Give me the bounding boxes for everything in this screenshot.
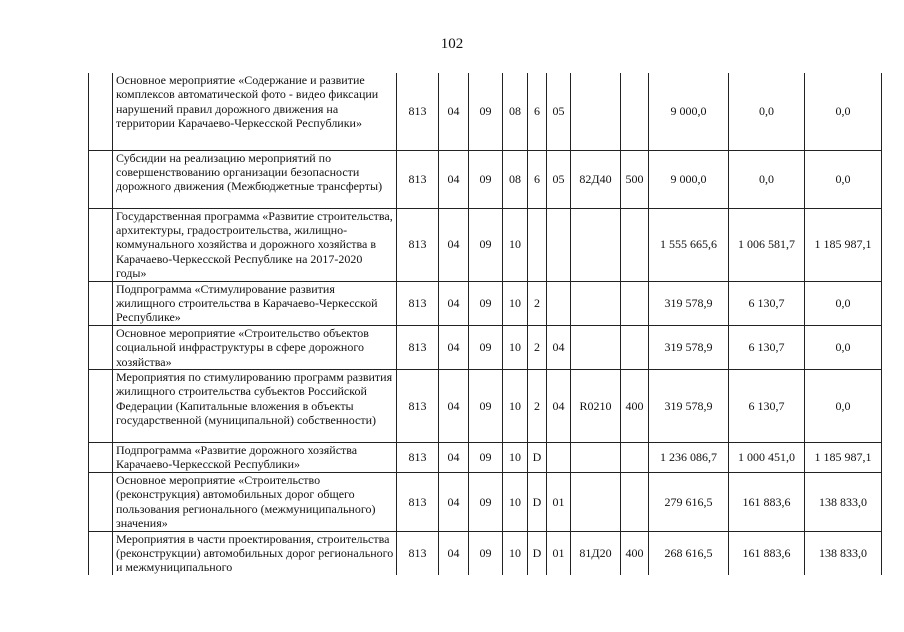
row-number-cell	[89, 442, 113, 472]
subsection-code-cell: 09	[469, 281, 503, 325]
amount-year-2-cell: 6 130,7	[729, 369, 805, 442]
subsection-code-cell: 09	[469, 208, 503, 281]
amount-year-1-cell: 9 000,0	[649, 73, 729, 150]
ministry-code-cell: 813	[397, 208, 439, 281]
amount-year-1-cell: 268 616,5	[649, 531, 729, 575]
direction-code-cell	[571, 73, 621, 150]
subsection-code-cell: 09	[469, 472, 503, 531]
section-code-cell: 04	[439, 442, 469, 472]
ministry-code-cell: 813	[397, 73, 439, 150]
amount-year-2-cell: 161 883,6	[729, 531, 805, 575]
section-code-cell: 04	[439, 73, 469, 150]
table-row	[89, 325, 882, 369]
direction-code-cell	[571, 281, 621, 325]
amount-year-1-cell: 319 578,9	[649, 281, 729, 325]
row-number-cell	[89, 531, 113, 575]
expense-type-code-cell	[621, 442, 649, 472]
expense-type-code-cell: 400	[621, 531, 649, 575]
table-row	[89, 369, 882, 442]
activity-code-cell	[547, 281, 571, 325]
expense-type-code-cell	[621, 208, 649, 281]
amount-year-3-cell: 0,0	[805, 73, 882, 150]
section-code-cell: 04	[439, 208, 469, 281]
section-code-cell: 04	[439, 281, 469, 325]
ministry-code-cell: 813	[397, 531, 439, 575]
amount-year-1-cell: 319 578,9	[649, 369, 729, 442]
table-body	[89, 73, 882, 575]
direction-code-cell: 81Д20	[571, 531, 621, 575]
ministry-code-cell: 813	[397, 150, 439, 208]
section-code-cell: 04	[439, 150, 469, 208]
direction-code-cell	[571, 442, 621, 472]
table-row	[89, 472, 882, 531]
row-number-cell	[89, 281, 113, 325]
subprogram-code-cell: 2	[528, 281, 547, 325]
subsection-code-cell: 09	[469, 150, 503, 208]
amount-year-2-cell: 1 006 581,7	[729, 208, 805, 281]
section-code-cell: 04	[439, 369, 469, 442]
activity-code-cell: 01	[547, 531, 571, 575]
program-code-cell: 10	[503, 281, 528, 325]
ministry-code-cell: 813	[397, 325, 439, 369]
row-number-cell	[89, 208, 113, 281]
program-code-cell: 10	[503, 472, 528, 531]
subprogram-code-cell: D	[528, 531, 547, 575]
table-row	[89, 442, 882, 472]
program-code-cell: 08	[503, 150, 528, 208]
direction-code-cell	[571, 208, 621, 281]
row-number-cell	[89, 150, 113, 208]
program-code-cell: 08	[503, 73, 528, 150]
expense-type-code-cell	[621, 325, 649, 369]
section-code-cell: 04	[439, 531, 469, 575]
amount-year-2-cell: 6 130,7	[729, 281, 805, 325]
row-number-cell	[89, 325, 113, 369]
program-code-cell: 10	[503, 442, 528, 472]
table-row	[89, 531, 882, 575]
subprogram-code-cell: 2	[528, 325, 547, 369]
expense-type-code-cell	[621, 73, 649, 150]
budget-table-wrap	[88, 73, 882, 575]
ministry-code-cell: 813	[397, 442, 439, 472]
amount-year-3-cell: 1 185 987,1	[805, 208, 882, 281]
expense-type-code-cell: 500	[621, 150, 649, 208]
amount-year-1-cell: 1 555 665,6	[649, 208, 729, 281]
ministry-code-cell: 813	[397, 281, 439, 325]
activity-code-cell: 05	[547, 73, 571, 150]
table-row	[89, 150, 882, 208]
row-number-cell	[89, 472, 113, 531]
subprogram-code-cell: 2	[528, 369, 547, 442]
direction-code-cell	[571, 472, 621, 531]
activity-code-cell: 04	[547, 369, 571, 442]
amount-year-3-cell: 0,0	[805, 150, 882, 208]
budget-table	[88, 73, 882, 575]
section-code-cell: 04	[439, 325, 469, 369]
amount-year-3-cell: 138 833,0	[805, 531, 882, 575]
expense-type-code-cell	[621, 281, 649, 325]
item-name-cell: Основное мероприятие «Строительство объектов социальной инфраструктуры в сфере дорожного хозяйства»	[113, 325, 397, 369]
direction-code-cell: R0210	[571, 369, 621, 442]
program-code-cell: 10	[503, 325, 528, 369]
amount-year-1-cell: 9 000,0	[649, 150, 729, 208]
activity-code-cell	[547, 442, 571, 472]
amount-year-3-cell: 138 833,0	[805, 472, 882, 531]
amount-year-2-cell: 0,0	[729, 150, 805, 208]
activity-code-cell: 04	[547, 325, 571, 369]
amount-year-1-cell: 1 236 086,7	[649, 442, 729, 472]
program-code-cell: 10	[503, 208, 528, 281]
section-code-cell: 04	[439, 472, 469, 531]
ministry-code-cell: 813	[397, 369, 439, 442]
amount-year-3-cell: 0,0	[805, 369, 882, 442]
direction-code-cell	[571, 325, 621, 369]
amount-year-3-cell: 0,0	[805, 325, 882, 369]
item-name-cell: Основное мероприятие «Содержание и развитие комплексов автоматической фото - видео фиксации нарушений правил дорожного движения на территории Карачаево-Черкесской Республики»	[113, 73, 397, 150]
subsection-code-cell: 09	[469, 442, 503, 472]
subprogram-code-cell: 6	[528, 73, 547, 150]
item-name-cell: Основное мероприятие «Строительство (реконструкция) автомобильных дорог общего пользования регионального (межмуниципального) значения»	[113, 472, 397, 531]
amount-year-2-cell: 6 130,7	[729, 325, 805, 369]
item-name-cell: Мероприятия в части проектирования, строительства (реконструкции) автомобильных дорог регионального и межмуниципального	[113, 531, 397, 575]
activity-code-cell: 05	[547, 150, 571, 208]
row-number-cell	[89, 369, 113, 442]
row-number-cell	[89, 73, 113, 150]
subsection-code-cell: 09	[469, 73, 503, 150]
table-row	[89, 208, 882, 281]
item-name-cell: Государственная программа «Развитие строительства, архитектуры, градостроительства, жилищно-коммунального хозяйства и дорожного хозяйства в Карачаево-Черкесской Республике на 2017-2020 годы»	[113, 208, 397, 281]
subprogram-code-cell: 6	[528, 150, 547, 208]
item-name-cell: Субсидии на реализацию мероприятий по совершенствованию организации безопасности дорожного движения (Межбюджетные трансферты)	[113, 150, 397, 208]
direction-code-cell: 82Д40	[571, 150, 621, 208]
table-row	[89, 73, 882, 150]
page-number: 102	[440, 36, 464, 52]
amount-year-1-cell: 279 616,5	[649, 472, 729, 531]
subprogram-code-cell: D	[528, 442, 547, 472]
subprogram-code-cell: D	[528, 472, 547, 531]
amount-year-1-cell: 319 578,9	[649, 325, 729, 369]
expense-type-code-cell	[621, 472, 649, 531]
subprogram-code-cell	[528, 208, 547, 281]
item-name-cell: Подпрограмма «Развитие дорожного хозяйства Карачаево-Черкесской Республики»	[113, 442, 397, 472]
amount-year-2-cell: 161 883,6	[729, 472, 805, 531]
amount-year-2-cell: 1 000 451,0	[729, 442, 805, 472]
item-name-cell: Подпрограмма «Стимулирование развития жилищного строительства в Карачаево-Черкесской Республике»	[113, 281, 397, 325]
program-code-cell: 10	[503, 369, 528, 442]
ministry-code-cell: 813	[397, 472, 439, 531]
amount-year-2-cell: 0,0	[729, 73, 805, 150]
activity-code-cell: 01	[547, 472, 571, 531]
expense-type-code-cell: 400	[621, 369, 649, 442]
program-code-cell: 10	[503, 531, 528, 575]
activity-code-cell	[547, 208, 571, 281]
subsection-code-cell: 09	[469, 531, 503, 575]
amount-year-3-cell: 1 185 987,1	[805, 442, 882, 472]
subsection-code-cell: 09	[469, 369, 503, 442]
table-row	[89, 281, 882, 325]
amount-year-3-cell: 0,0	[805, 281, 882, 325]
subsection-code-cell: 09	[469, 325, 503, 369]
item-name-cell: Мероприятия по стимулированию программ развития жилищного строительства субъектов Российской Федерации (Капитальные вложения в объекты государственной (муниципальной) собственности)	[113, 369, 397, 442]
